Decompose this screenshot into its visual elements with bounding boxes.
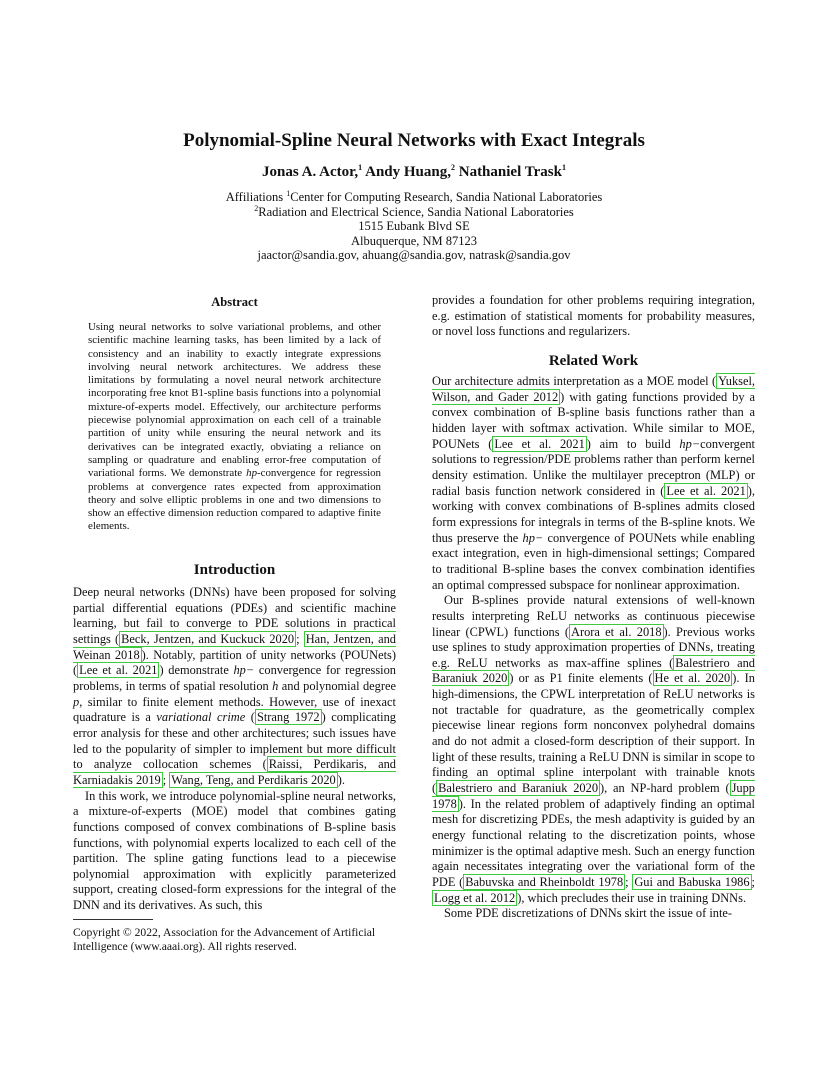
affiliation-mark-2: 2 — [254, 203, 259, 213]
text-run: ; — [296, 631, 304, 646]
math-hp: hp− — [522, 530, 544, 545]
abstract-text-2: -convergence for regression problems at convergence rates expected from approximation theory and solve elliptic problems in one and two dimensions to show an effective dimension reduction compared to adaptive finite elements. — [88, 467, 382, 533]
text-run: ), an NP-hard problem ( — [600, 781, 730, 796]
citation-link[interactable]: Han, Jentzen, and Weinan 2018 — [73, 631, 396, 662]
text-run: , similar to finite element methods. However, use of inexact quadrature is a — [73, 694, 396, 725]
text-run: ) demonstrate — [159, 663, 234, 678]
affiliation-mark-1: 1 — [286, 188, 291, 198]
text-run: ). In the related problem of adaptively finding an optimal mesh for discretizing PDEs, the mesh adaptivity is guided by an energy functional relating to the discretization points, whose minimizer is the optimal adaptive mesh. Such an energy function again necessitates integrating over the variational form of the PDE ( — [432, 796, 755, 889]
emphasis-variational-crime: variational crime — [156, 710, 246, 725]
math-p: p — [73, 694, 80, 709]
citation-link[interactable]: Yuksel, Wilson, and Gader 2012 — [432, 374, 755, 404]
continued-paragraph: provides a foundation for other problems requiring integration, e.g. estimation of statistical moments for probability measures, or novel loss functions and regularizers. — [432, 293, 755, 339]
citation-link[interactable]: Lee et al. 2021 — [79, 663, 158, 678]
text-run: Deep neural networks (DNNs) have been proposed for solving partial differential equations (PDEs) and scientific machine learning, but fail to converge to PDE solutions in practical settings ( — [73, 585, 396, 646]
text-run: ). In high-dimensions, the CPWL interpretation of ReLU networks is not tractable for quadrature, as the geometrically complex piecewise linear regions form nonconvex polyhedral domains and do not admit a closed-form description of their support. In light of these results, training a ReLU DNN is similar in scope to finding an optimal spline interpolant with trainable knots ( — [432, 671, 755, 796]
citation-link[interactable]: He et al. 2020 — [654, 671, 731, 686]
text-run: and polynomial degree — [278, 678, 397, 693]
right-column-top — [432, 293, 755, 340]
citation-link[interactable]: Balestriero and Baraniuk 2020 — [438, 781, 599, 796]
affiliation-prefix: Affiliations — [225, 190, 287, 204]
text-run: ) complicating error analysis for these and other architectures; such issues have led to the popularity of simpler to implement but more difficult to analyze collocation schemes ( — [73, 710, 396, 772]
introduction-paragraph-2: In this work, we introduce polynomial-spline neural networks, a mixture-of-experts (MOE) model that combines gating functions composed of convex combinations of B-spline basis functions, with polynomial experts localized to each cell of the partition. The spline gating functions lead to a piecewise polynomial approximation with explicitly parameterized support, creating closed-form expressions for the integral of the DNN and its derivatives. As such, this — [73, 788, 396, 913]
citation-link[interactable]: Beck, Jentzen, and Kuckuck 2020 — [121, 631, 295, 646]
citation-link[interactable]: Logg et al. 2012 — [434, 890, 516, 905]
text-run: ), working with convex combinations of B-splines admits closed form expressions for integrals in terms of the B-spline knots. We thus preserve the — [432, 483, 756, 545]
related-work-heading: Related Work — [548, 353, 639, 369]
affiliation-line-2 — [0, 205, 828, 220]
affiliation-line-1 — [0, 190, 828, 205]
citation-link[interactable]: Jupp 1978 — [432, 781, 755, 811]
text-run: ), which precludes their use in training DNNs. — [517, 890, 747, 905]
text-run: ) aim to build — [586, 436, 680, 451]
text-run: ) or as P1 finite elements ( — [509, 671, 653, 686]
author-emails: jaactor@sandia.gov, ahuang@sandia.gov, natrask@sandia.gov — [257, 248, 571, 263]
citation-link[interactable]: Raissi, Perdikaris, and Karniadakis 2019 — [73, 757, 396, 787]
abstract-heading: Abstract — [211, 295, 258, 309]
author-2-affiliation-mark: 2 — [450, 163, 455, 172]
text-run: convergence for regression problems, in terms of spatial resolution — [73, 663, 396, 693]
math-h: h — [272, 678, 279, 693]
text-run: Our B-splines provide natural extensions of well-known results interpreting ReLU networks as continuous piecewise linear (CPWL) functions ( — [432, 593, 755, 639]
related-work-body — [432, 374, 755, 922]
paper-title: Polynomial-Spline Neural Networks with Exact Integrals — [183, 130, 645, 151]
copyright-notice: Copyright © 2022, Association for the Advancement of Artificial Intelligence (www.aaai.org). All rights reserved. — [73, 926, 376, 953]
author-2: Andy Huang, — [365, 164, 451, 180]
text-run: convergent solutions to regression/PDE problems rather than perform kernel density estimation. Unlike the multilayer preceptron (MLP) or radial basis function network considered in ( — [432, 436, 755, 498]
citation-link[interactable]: Lee et al. 2021 — [494, 436, 585, 451]
introduction-heading: Introduction — [193, 562, 276, 578]
citation-link[interactable]: Lee et al. 2021 — [666, 483, 746, 498]
text-run: convergence of POUNets while enabling exact integration, even in high-dimensional settings; Compared to traditional B-spline bases the convex combination identifies an optimal compressed subspace for nonlinear approximation. — [432, 530, 755, 592]
text-run: ). Notably, partition of unity networks (POUNets) ( — [73, 647, 396, 678]
author-line — [0, 164, 828, 181]
affiliation-2-text: Radiation and Electrical Science, Sandia National Laboratories — [258, 204, 574, 219]
introduction-paragraph-1 — [73, 585, 396, 789]
text-run: ). Previous works use splines to study approximation properties of DNNs, treating e.g. ReLU networks as max-affine splines ( — [432, 624, 756, 670]
text-run: ) with gating functions provided by a convex combination of B-spline basis functions rather than a hidden layer with softmax activation. While similar to MOE, POUNets ( — [432, 389, 755, 451]
affiliation-1-text: Center for Computing Research, Sandia National Laboratories — [290, 190, 603, 204]
text-run: Our architecture admits interpretation as a MOE model ( — [432, 374, 717, 388]
related-work-paragraph-2 — [432, 593, 755, 906]
citation-link[interactable]: Gui and Babuska 1986 — [634, 875, 750, 889]
abstract-body — [88, 321, 381, 534]
related-work-paragraph-1 — [432, 374, 755, 593]
math-hp: hp− — [679, 436, 701, 451]
text-run: ; — [162, 772, 170, 787]
related-work-paragraph-3: Some PDE discretizations of DNNs skirt the issue of inte- — [444, 906, 733, 921]
address-street: 1515 Eubank Blvd SE — [358, 219, 470, 234]
citation-link[interactable]: Balestriero and Baraniuk 2020 — [432, 655, 755, 686]
introduction-body — [73, 585, 396, 914]
citation-link[interactable]: Strang 1972 — [256, 710, 320, 725]
author-3-affiliation-mark: 1 — [561, 163, 566, 172]
affiliations — [0, 190, 828, 263]
address-city: Albuquerque, NM 87123 — [350, 233, 478, 248]
author-1: Jonas A. Actor, — [262, 164, 359, 180]
abstract-text-1: Using neural networks to solve variational problems, and other scientific machine learning tasks, has been limited by a lack of consistency and an inability to exactly integrate expressions involving neural network architectures. We address these limitations by formulating a novel neural network architecture incorporating free knot B1-spline basis functions into a polynomial mixture-of-experts model. Effectively, our architecture performs piecewise polynomial approximation on each cell of a trainable partition of unity while ensuring the neural network and its derivatives can be integrated exactly, obviating a reliance on sampling or quadrature and enabling error-free computation of variational forms. We demonstrate — [88, 321, 381, 480]
citation-link[interactable]: Wang, Teng, and Perdikaris 2020 — [171, 772, 336, 787]
text-run: ). — [337, 772, 345, 787]
text-run: ( — [245, 710, 255, 725]
author-3: Nathaniel Trask — [458, 164, 562, 180]
abstract-math-hp: hp — [246, 467, 258, 480]
author-1-affiliation-mark: 1 — [358, 163, 363, 172]
text-run: ; — [625, 875, 633, 889]
text-run: ; — [751, 875, 755, 889]
citation-link[interactable]: Babuvska and Rheinboldt 1978 — [465, 875, 624, 889]
citation-link[interactable]: Arora et al. 2018 — [571, 624, 662, 639]
math-hp: hp− — [233, 663, 255, 678]
footnote-rule — [73, 919, 153, 920]
